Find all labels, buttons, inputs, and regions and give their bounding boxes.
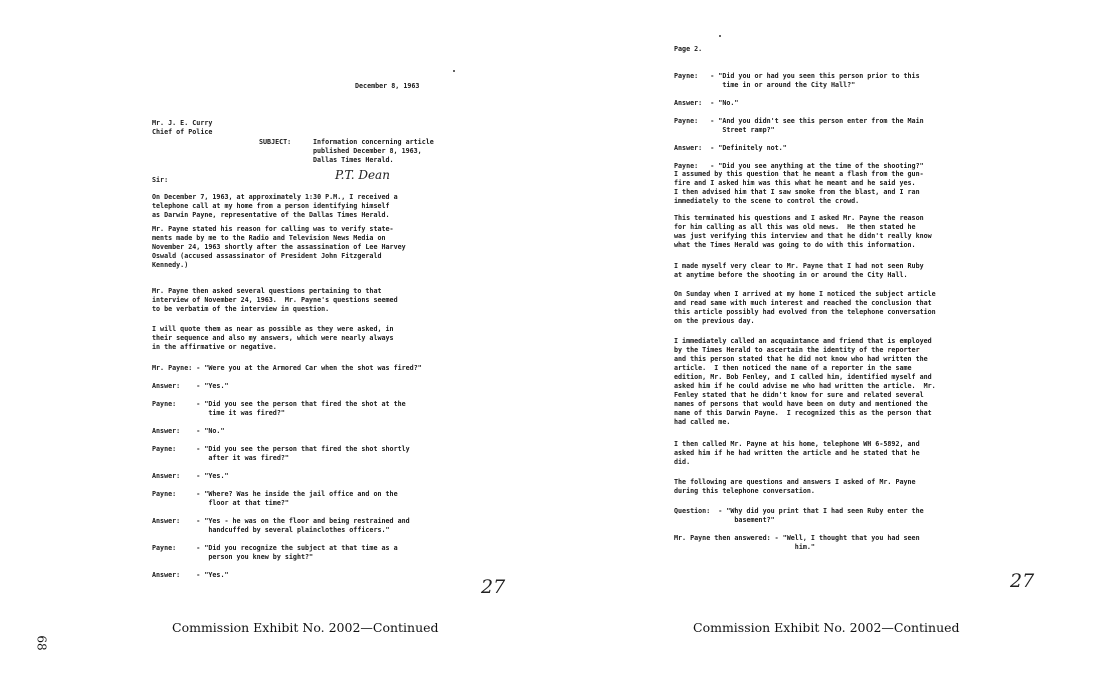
addressee-name: Mr. J. E. Curry bbox=[152, 119, 213, 127]
paragraph: I assumed by this question that he meant a flash from the gun- fire and I asked him was this what he meant and he said yes. I then advised him that I saw smoke from the blast, and I ran immediately to the scene to control the crowd. bbox=[674, 170, 924, 205]
final-question-answer: Question: - "Why did you print that I had seen Ruby enter the basement?" Mr. Payne then answered: - "Well, I thought that you had seen him." bbox=[674, 507, 924, 551]
letter-date: December 8, 1963 bbox=[355, 82, 420, 90]
subject-line-2: published December 8, 1963, bbox=[313, 147, 422, 155]
subject-line-3: Dallas Times Herald. bbox=[313, 156, 394, 164]
margin-page-number: 68 bbox=[34, 635, 49, 651]
right-page bbox=[547, 0, 1094, 691]
paragraph: Mr. Payne stated his reason for calling was to verify state- ments made by me to the Radio and Television News Media on November 24, 1963 shortly after the assassination of Lee Harvey Oswald (accused assassinator of President John Fitzgerald Kennedy.) bbox=[152, 225, 406, 269]
subject-label: SUBJECT: bbox=[259, 138, 292, 146]
paragraph: I will quote them as near as possible as they were asked, in their sequence and also my answers, which were nearly always in the affirmative or negative. bbox=[152, 325, 394, 351]
paragraph: I made myself very clear to Mr. Payne that I had not seen Ruby at anytime before the shooting in or around the City Hall. bbox=[674, 262, 924, 279]
paragraph: This terminated his questions and I asked Mr. Payne the reason for him calling as all this was old news. He then stated he was just verifying this interview and that he didn't really know what the Times Herald was going to do with this information. bbox=[674, 214, 932, 249]
speck-mark bbox=[453, 70, 455, 72]
question-answer-block: Payne: - "Did you or had you seen this person prior to this time in or around the City Hall?" Answer: - "No." Payne: - "And you didn't see this person enter from the Main Street ramp?" Answer: - "Definitely not." Payne: - "Did you see anything at the time of the shooting?" bbox=[674, 72, 924, 170]
speck-mark bbox=[719, 35, 721, 37]
question-answer-block: Mr. Payne: - "Were you at the Armored Car when the shot was fired?" Answer: - "Yes." Payne: - "Did you see the person that fired the shot at the time it was fired?" Answer: - "No." Payne: - "Did you see the person that fired the shot shortly after it was fired?" Answer: - "Yes." Payne: - "Where? Was he inside the jail office and on the floor at that time?" Answer: - "Yes - he was on the floor and being restrained and handcuffed by several plainclothes officers." Payne: - "Did you recognize the subject at that time as a person you knew by sight?" Answer: - "Yes." bbox=[152, 364, 422, 579]
handwritten-signature: P.T. Dean bbox=[335, 168, 390, 182]
paragraph: Mr. Payne then asked several questions pertaining to that interview of November 24, 1963. Mr. Payne's questions seemed to be verbatim of the interview in question. bbox=[152, 287, 398, 313]
handwritten-page-number: 27 bbox=[481, 576, 506, 598]
page-label: Page 2. bbox=[674, 45, 703, 53]
handwritten-page-number: 27 bbox=[1010, 570, 1035, 592]
paragraph: On Sunday when I arrived at my home I noticed the subject article and read same with much interest and reached the conclusion that this article possibly had evolved from the telephone conversation on the previous day. bbox=[674, 290, 936, 325]
paragraph: I immediately called an acquaintance and friend that is employed by the Times Herald to ascertain the identity of the reporter and this person stated that he did not know who had written the article. I then noticed the name of a reporter in the same edition, Mr. Bob Fenley, and I called him, identified myself and asked him if he could advise me who had written the article. Mr. Fenley stated that he didn't know for sure and related several names of persons that would have been on duty and mentioned the name of this Darwin Payne. I recognized this as the person that had called me. bbox=[674, 337, 936, 426]
addressee-title: Chief of Police bbox=[152, 128, 213, 136]
exhibit-caption: Commission Exhibit No. 2002—Continued bbox=[172, 620, 439, 635]
salutation: Sir: bbox=[152, 176, 169, 184]
paragraph: On December 7, 1963, at approximately 1:30 P.M., I received a telephone call at my home from a person identifying himself as Darwin Payne, representative of the Dallas Times Herald. bbox=[152, 193, 398, 219]
subject-line-1: Information concerning article bbox=[313, 138, 434, 146]
paragraph: The following are questions and answers I asked of Mr. Payne during this telephone conversation. bbox=[674, 478, 916, 495]
exhibit-caption: Commission Exhibit No. 2002—Continued bbox=[693, 620, 960, 635]
paragraph: I then called Mr. Payne at his home, telephone WH 6-5892, and asked him if he had written the article and he stated that he did. bbox=[674, 440, 920, 466]
